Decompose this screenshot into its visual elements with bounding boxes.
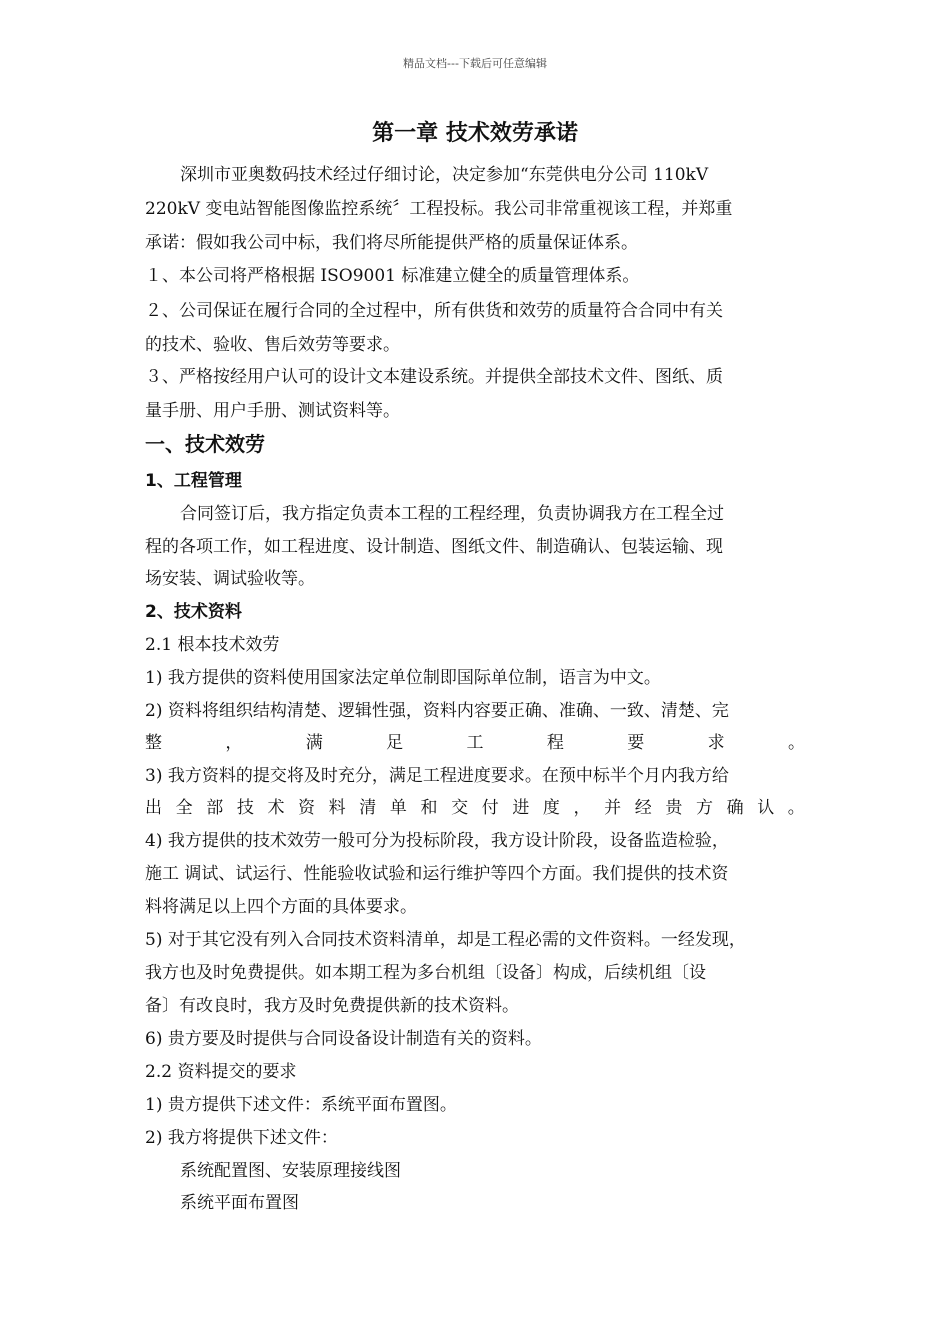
char: 确 <box>726 798 744 818</box>
char: ， <box>225 733 243 753</box>
justified-line <box>145 732 805 754</box>
section-heading: 一、技术效劳 <box>145 432 265 456</box>
intro-line: 承诺：假如我公司中标，我们将尽所能提供严格的质量保证体系。 <box>145 233 638 253</box>
list-item: 2) 资料将组织结构清楚、逻辑性强，资料内容要正确、准确、一致、清楚、完 <box>145 701 729 721</box>
char: 方 <box>695 798 713 818</box>
char: 术 <box>267 798 285 818</box>
char: 程 <box>546 733 564 753</box>
char: 付 <box>481 798 499 818</box>
char: 进 <box>512 798 530 818</box>
file-item: 系统平面布置图 <box>180 1193 299 1213</box>
subsubsection-heading: 2.1 根本技术效劳 <box>145 635 280 655</box>
list-item: 3) 我方资料的提交将及时充分，满足工程进度要求。在预中标半个月内我方给 <box>145 766 729 786</box>
char: 整 <box>145 733 162 753</box>
char: 度 <box>542 798 560 818</box>
char: ， <box>573 798 591 818</box>
list-item: 4) 我方提供的技术效劳一般可分为投标阶段，我方设计阶段，设备监造检验， <box>145 831 729 851</box>
char: 工 <box>466 733 484 753</box>
char: 出 <box>145 798 162 818</box>
char: 部 <box>206 798 224 818</box>
list-item: 施工 调试、试运行、性能验收试验和运行维护等四个方面。我们提供的技术资 <box>145 864 729 884</box>
list-item: 6) 贵方要及时提供与合同设备设计制造有关的资料。 <box>145 1029 542 1049</box>
point-line: １、本公司将严格根据 ISO9001 标准建立健全的质量管理体系。 <box>145 266 640 286</box>
intro-line: 220kV 变电站智能图像监控系统〞工程投标。我公司非常重视该工程，并郑重 <box>145 199 733 219</box>
point-line: 量手册、用户手册、测试资料等。 <box>145 401 400 421</box>
list-item: 备〕有改良时，我方及时免费提供新的技术资料。 <box>145 996 519 1016</box>
subsubsection-heading: 2.2 资料提交的要求 <box>145 1062 297 1082</box>
justified-line <box>145 797 805 819</box>
list-item: 我方也及时免费提供。如本期工程为多台机组〔设备〕构成，后续机组〔设 <box>145 963 706 983</box>
char: 满 <box>305 733 323 753</box>
paragraph-line: 合同签订后，我方指定负责本工程的工程经理，负责协调我方在工程全过 <box>180 504 724 524</box>
char: 贵 <box>665 798 683 818</box>
char: 认 <box>757 798 775 818</box>
char: 经 <box>634 798 652 818</box>
char: 并 <box>604 798 622 818</box>
list-item: 料将满足以上四个方面的具体要求。 <box>145 897 417 917</box>
page-title: 第一章 技术效劳承诺 <box>372 121 578 146</box>
point-line: ２、公司保证在履行合同的全过程中，所有供货和效劳的质量符合合同中有关 <box>145 301 723 321</box>
point-line: 的技术、验收、售后效劳等要求。 <box>145 335 400 355</box>
char: 单 <box>389 798 407 818</box>
subsection-heading: 2、技术资料 <box>145 602 242 622</box>
char: 技 <box>236 798 254 818</box>
list-item: 5) 对于其它没有列入合同技术资料清单，却是工程必需的文件资料。一经发现， <box>145 930 746 950</box>
page-header: 精品文档---下载后可任意编辑 <box>403 57 547 70</box>
paragraph-line: 场安装、调试验收等。 <box>145 569 315 589</box>
char: 交 <box>451 798 469 818</box>
char: 。 <box>788 733 805 753</box>
list-item: 1) 我方提供的资料使用国家法定单位制即国际单位制，语言为中文。 <box>145 668 661 688</box>
subsection-heading: 1、工程管理 <box>145 471 242 491</box>
char: 要 <box>627 733 645 753</box>
char: 和 <box>420 798 438 818</box>
intro-line: 深圳市亚奥数码技术经过仔细讨论，决定参加“东莞供电分公司 110kV <box>180 165 709 185</box>
list-item: 1) 贵方提供下述文件：系统平面布置图。 <box>145 1095 457 1115</box>
char: 料 <box>328 798 346 818</box>
paragraph-line: 程的各项工作，如工程进度、设计制造、图纸文件、制造确认、包装运输、现 <box>145 537 723 557</box>
point-line: ３、严格按经用户认可的设计文本建设系统。并提供全部技术文件、图纸、质 <box>145 367 723 387</box>
char: 清 <box>359 798 377 818</box>
file-item: 系统配置图、安装原理接线图 <box>180 1161 401 1181</box>
char: 求 <box>707 733 725 753</box>
char: 足 <box>386 733 404 753</box>
char: 全 <box>175 798 193 818</box>
char: 资 <box>298 798 316 818</box>
char: 。 <box>787 798 805 818</box>
list-item: 2) 我方将提供下述文件： <box>145 1128 338 1148</box>
